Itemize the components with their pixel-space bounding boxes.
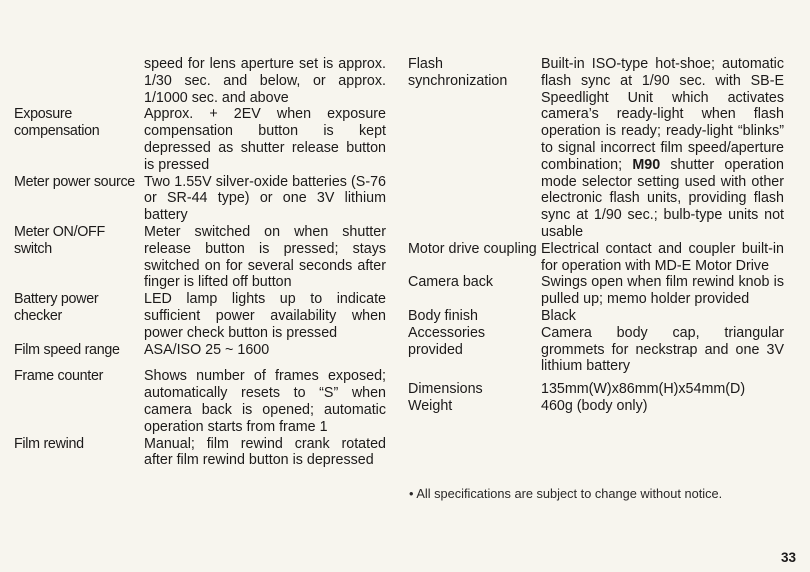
spec-label: Film speed range (14, 341, 120, 358)
spec-camera-back (408, 274, 784, 308)
spec-description: 460g (body only) (541, 397, 648, 414)
right-spec-column (408, 56, 784, 415)
spec-label: Camera back (408, 274, 494, 291)
spec-description: Approx. + 2EV when exposure compensation button is kept depressed as shutter release button is pressed (144, 106, 386, 173)
spec-label: Exposure compensation (14, 106, 100, 140)
flash-desc-part: Built-in ISO-type hot-shoe; automatic flash sync at 1/90 sec. with SB-E Speedlight Unit which activates camera’s ready-light when flash operation is ready; ready-light “blinks” to signal incorrect film speed/aperture combination; (541, 56, 784, 173)
flash-desc-part: shutter operation mode selector setting used with other electronic flash units, providing flash sync at 1/90 sec.; bulb-type units not usable (541, 156, 784, 240)
spec-description: Two 1.55V silver-oxide batteries (S-76 or SR-44 type) or one 3V lithium battery (144, 173, 386, 224)
spec-film-speed-range (14, 342, 386, 359)
spec-description: Shows number of frames exposed; automatically resets to “S” when camera back is opened; automatic operation starts from frame 1 (144, 368, 386, 435)
spec-label: Frame counter (14, 368, 104, 385)
spec-label: Film rewind (14, 435, 84, 452)
spec-description: Camera body cap, triangular grommets for neckstrap and one 3V lithium battery (541, 324, 784, 375)
spec-description: Swings open when film rewind knob is pulled up; memo holder provided (541, 274, 784, 308)
spec-label: Body finish (408, 307, 478, 324)
spec-label: Battery power checker (14, 291, 99, 324)
spec-meter-on-off-switch (14, 224, 386, 291)
spec-description: LED lamp lights up to indicate sufficient power availability when power check button is pressed (144, 291, 386, 341)
spec-description: Electrical contact and coupler built-in for operation with MD-E Motor Drive (541, 240, 784, 274)
spec-description: Manual; film rewind crank rotated after film rewind button is depressed (144, 435, 386, 469)
spec-body-finish (408, 308, 784, 325)
left-spec-column (14, 56, 386, 469)
spec-label: Meter power source (14, 173, 135, 190)
spec-description: Meter switched on when shutter release button is pressed; stays switched on for several seconds after finger is lifted off button (144, 223, 386, 291)
spec-meter-power-source (14, 174, 386, 224)
spec-label: Weight (408, 397, 453, 414)
spec-label: Dimensions (408, 381, 483, 398)
spec-description: Black (541, 307, 576, 324)
shutter-speed-continuation: speed for lens aperture set is approx. 1/30 sec. and below, or approx. 1/1000 sec. and above (144, 56, 386, 106)
spec-film-rewind (14, 436, 386, 470)
mode-setting-m90: M90 (632, 156, 661, 173)
specifications-footnote: • All specifications are subject to change without notice. (409, 486, 723, 501)
page-number: 33 (780, 550, 796, 565)
spec-label: Motor drive coupling (408, 240, 537, 257)
spec-frame-counter (14, 368, 386, 435)
spec-label: Meter ON/OFF switch (14, 223, 105, 257)
spec-weight (408, 398, 784, 415)
spec-label: Flash synchronization (408, 56, 508, 89)
spec-battery-power-checker (14, 291, 386, 341)
spec-accessories-provided (408, 325, 784, 375)
spec-label: Accessories provided (408, 324, 486, 358)
spec-description: 135mm(W)x86mm(H)x54mm(D) (541, 381, 746, 398)
spec-motor-drive-coupling (408, 241, 784, 275)
spec-description: ASA/ISO 25 ~ 1600 (144, 341, 270, 358)
spec-flash-synchronization (408, 56, 784, 241)
spec-description (541, 56, 784, 241)
spec-dimensions (408, 381, 784, 398)
spec-exposure-compensation (14, 106, 386, 173)
